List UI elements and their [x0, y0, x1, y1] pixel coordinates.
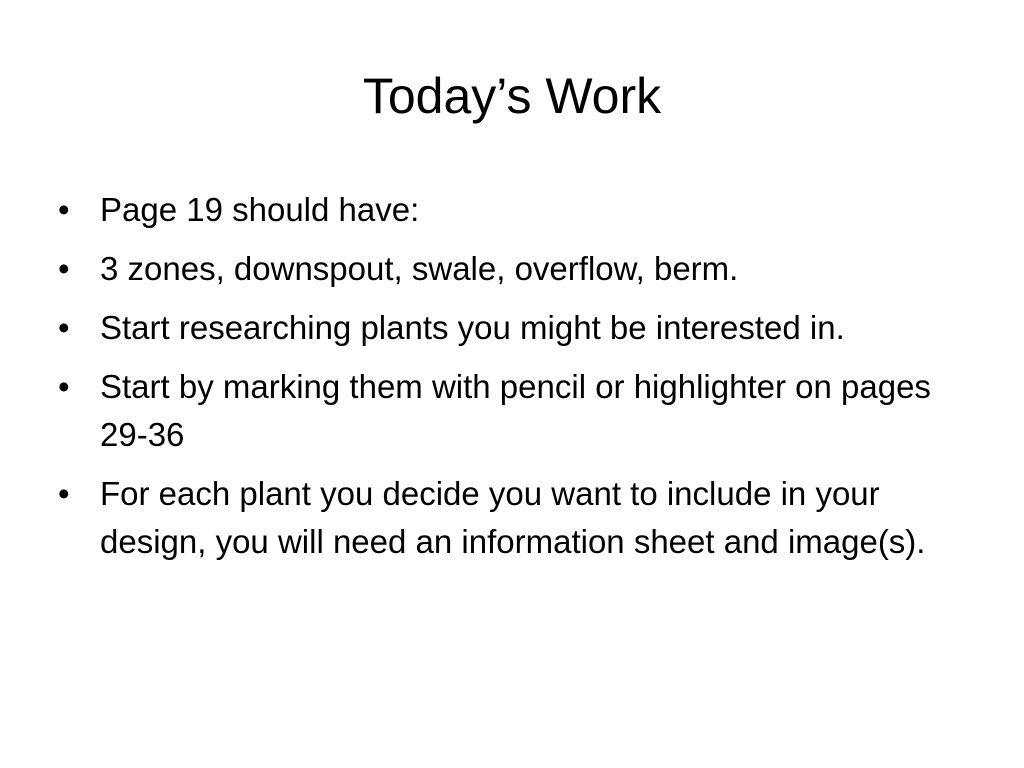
bullet-dot-icon: •	[58, 191, 70, 228]
bullet-text-3: Start researching plants you might be interested in.	[100, 309, 845, 346]
bullet-item-1	[58, 186, 978, 234]
bullet-text-5: For each plant you decide you want to include in your design, you will need an information sheet and image(s).	[100, 475, 926, 560]
bullet-dot-icon: •	[58, 250, 70, 287]
bullet-dot-icon: •	[58, 368, 70, 405]
bullet-list	[58, 186, 978, 577]
slide-title: Today’s Work	[362, 68, 662, 124]
bullet-item-2	[58, 245, 978, 293]
bullet-text-4: Start by marking them with pencil or highlighter on pages 29-36	[100, 368, 931, 453]
bullet-item-5	[58, 470, 978, 566]
bullet-text-1: Page 19 should have:	[100, 191, 420, 228]
bullet-text-2: 3 zones, downspout, swale, overflow, berm.	[100, 250, 739, 287]
bullet-dot-icon: •	[58, 475, 70, 512]
bullet-item-3	[58, 304, 978, 352]
bullet-item-4	[58, 363, 978, 459]
bullet-dot-icon: •	[58, 309, 70, 346]
